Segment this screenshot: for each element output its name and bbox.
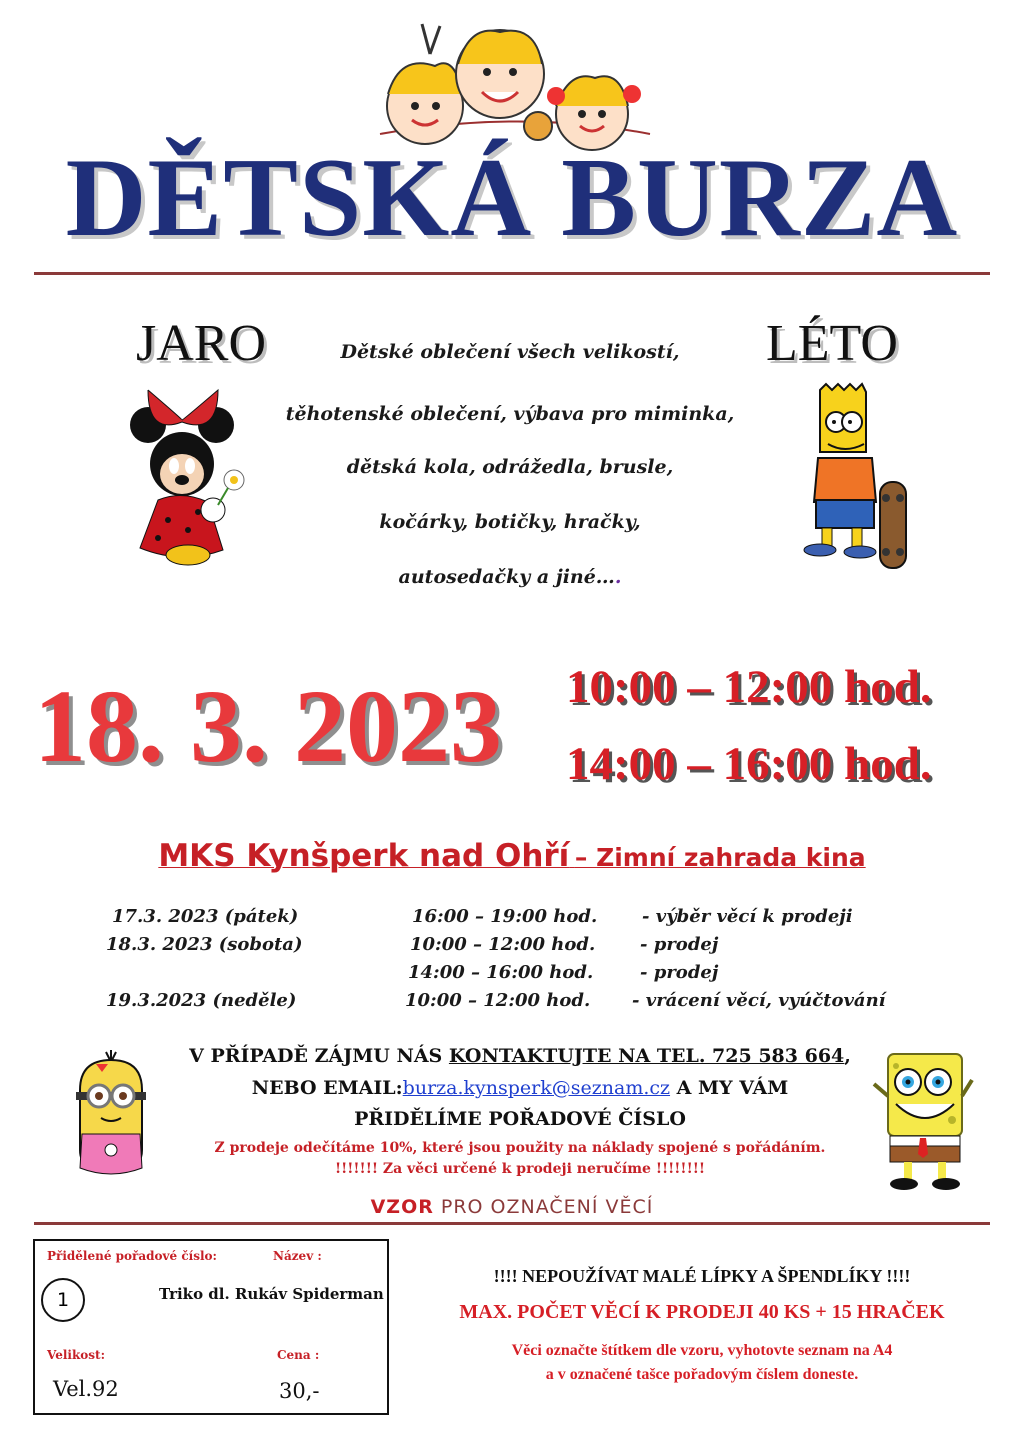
sample-heading-rest: PRO OZNAČENÍ VĚCÍ xyxy=(433,1196,654,1218)
contact-phone: KONTAKTUJTE NA TEL. 725 583 664 xyxy=(448,1045,845,1067)
description-line-5-text: autosedačky a jiné… xyxy=(398,566,615,588)
schedule-time-4: 10:00 – 12:00 hod. xyxy=(405,990,591,1011)
contact-line-2-suffix: A MY VÁM xyxy=(670,1077,789,1099)
divider-top xyxy=(34,272,990,275)
event-date: 18. 3. 2023 xyxy=(34,669,502,784)
price-label: Cena : xyxy=(277,1348,320,1362)
contact-line-3: PŘIDĚLÍME POŘADOVÉ ČÍSLO xyxy=(354,1108,686,1130)
venue-sub: – Zimní zahrada kina xyxy=(574,843,866,872)
fee-note: Z prodeje odečítáme 10%, které jsou použity na náklady spojené s pořádáním. xyxy=(214,1140,826,1156)
instructions-line-2: a v označené tašce pořadovým číslem doneste. xyxy=(545,1366,859,1383)
event-time-2: 14:00 – 16:00 hod. xyxy=(566,738,932,790)
name-label: Název : xyxy=(273,1249,322,1263)
minnie-mouse-illustration xyxy=(128,380,258,570)
schedule-day-4: 19.3.2023 (neděle) xyxy=(106,990,297,1011)
sample-heading xyxy=(0,1196,1024,1218)
contact-line-2 xyxy=(150,1077,890,1099)
venue-name: MKS Kynšperk nad Ohří xyxy=(158,838,570,874)
description-line-1: Dětské oblečení všech velikostí, xyxy=(340,341,680,363)
contact-line-1-suffix: , xyxy=(844,1045,851,1067)
event-time-1: 10:00 – 12:00 hod. xyxy=(566,661,932,713)
page-title: DĚTSKÁ BURZA xyxy=(65,136,959,260)
instructions-line-1: Věci označte štítkem dle vzoru, vyhotovte seznam na A4 xyxy=(511,1342,893,1359)
schedule-action-3: - prodej xyxy=(640,962,719,983)
description-line-3: dětská kola, odrážedla, brusle, xyxy=(346,456,674,478)
max-items-text: MAX. POČET VĚCÍ K PRODEJI 40 KS + 15 HRAČEK xyxy=(459,1301,945,1323)
contact-line-2-prefix: NEBO EMAIL: xyxy=(251,1077,403,1099)
number-label: Přidělené pořadové číslo: xyxy=(47,1249,217,1263)
divider-bottom xyxy=(34,1222,990,1225)
email-link[interactable]: burza.kynsperk@seznam.cz xyxy=(402,1077,671,1099)
description-trailing-dot: . xyxy=(614,566,622,588)
item-price: 30,- xyxy=(279,1379,320,1403)
schedule-time-3: 14:00 – 16:00 hod. xyxy=(408,962,594,983)
description-line-5 xyxy=(250,566,770,588)
contact-line-1-prefix: V PŘÍPADĚ ZÁJMU NÁS xyxy=(189,1045,449,1067)
schedule-action-1: - výběr věcí k prodeji xyxy=(642,906,853,927)
description-line-2: těhotenské oblečení, výbava pro miminka, xyxy=(285,403,735,425)
schedule-day-2: 18.3. 2023 (sobota) xyxy=(106,934,303,955)
schedule-time-1: 16:00 – 19:00 hod. xyxy=(412,906,598,927)
contact-line-1 xyxy=(150,1045,890,1067)
bart-simpson-illustration xyxy=(790,382,920,572)
schedule-action-2: - prodej xyxy=(640,934,719,955)
number-circle: 1 xyxy=(41,1278,85,1322)
liability-note: !!!!!!! Za věci určené k prodeji neručíme !!!!!!!! xyxy=(334,1161,706,1177)
schedule-day-1: 17.3. 2023 (pátek) xyxy=(112,906,299,927)
warning-text: !!!! NEPOUŽÍVAT MALÉ LÍPKY A ŠPENDLÍKY !!!! xyxy=(493,1266,911,1286)
description-line-4: kočárky, botičky, hračky, xyxy=(379,511,641,533)
size-label: Velikost: xyxy=(47,1348,106,1362)
sample-heading-red: VZOR xyxy=(370,1196,434,1218)
item-size: Vel.92 xyxy=(53,1377,119,1401)
kids-peeking-illustration xyxy=(370,14,660,154)
sample-label-card xyxy=(33,1239,389,1415)
item-name: Triko dl. Rukáv Spiderman xyxy=(159,1285,384,1303)
venue xyxy=(0,838,1024,874)
season-left: JARO xyxy=(136,315,267,372)
season-right: LÉTO xyxy=(766,315,898,372)
schedule-time-2: 10:00 – 12:00 hod. xyxy=(410,934,596,955)
schedule-action-4: - vrácení věcí, vyúčtování xyxy=(632,990,886,1011)
minion-illustration xyxy=(66,1050,156,1180)
